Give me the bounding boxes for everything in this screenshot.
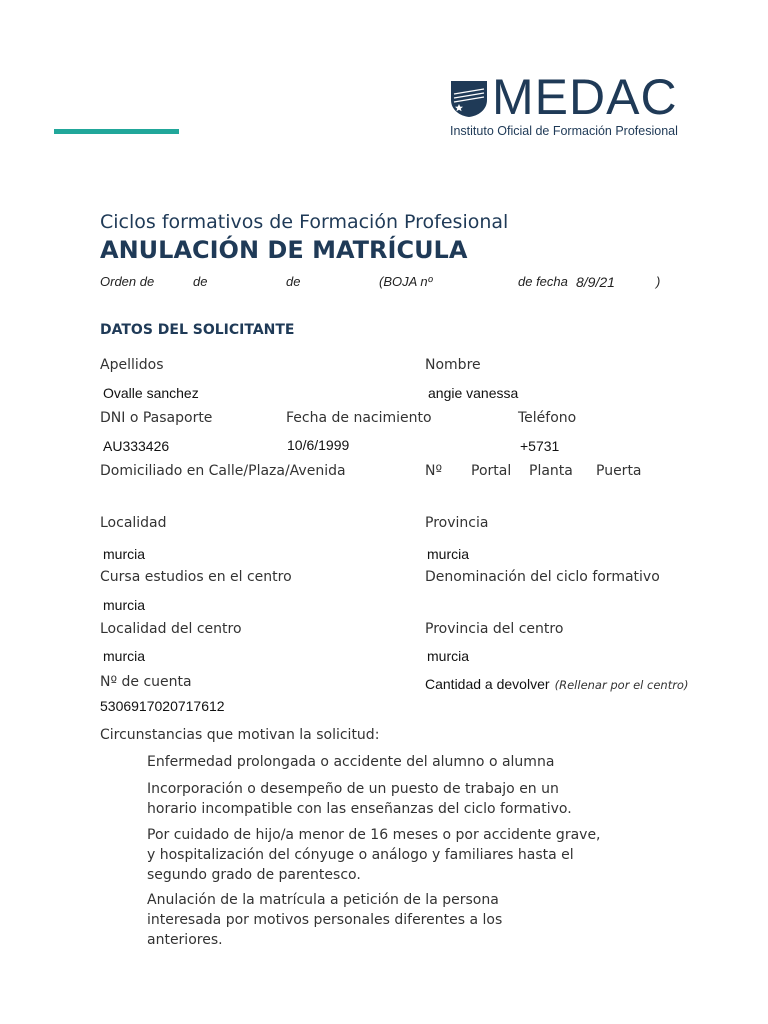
fecha-nacimiento-label: Fecha de nacimiento xyxy=(286,410,432,426)
ciclo-label: Denominación del ciclo formativo xyxy=(425,569,660,585)
domicilio-label: Domiciliado en Calle/Plaza/Avenida xyxy=(100,463,346,479)
cuenta-field[interactable]: 5306917020717612 xyxy=(100,698,225,714)
cantidad-note: (Rellenar por el centro) xyxy=(554,678,689,692)
circunstancia-option-2[interactable]: Incorporación o desempeño de un puesto de trabajo en un horario incompatible con las enseñanzas del ciclo formativo. xyxy=(147,781,572,817)
page-title: ANULACIÓN DE MATRÍCULA xyxy=(100,236,468,264)
orden-close: ) xyxy=(656,274,661,289)
nombre-field[interactable]: angie vanessa xyxy=(428,385,519,401)
localidad-label: Localidad xyxy=(100,515,167,531)
localidad-centro-label: Localidad del centro xyxy=(100,621,242,637)
brand-name: MEDAC xyxy=(492,69,678,125)
page-subtitle: Ciclos formativos de Formación Profesional xyxy=(100,211,509,233)
apellidos-field[interactable]: Ovalle sanchez xyxy=(103,385,199,401)
orden-de: Orden de xyxy=(100,274,155,289)
medac-shield-icon xyxy=(450,80,488,118)
orden-boja: (BOJA nº xyxy=(379,274,433,289)
provincia-label: Provincia xyxy=(425,515,489,531)
circunstancia-option-3[interactable]: Por cuidado de hijo/a menor de 16 meses o por accidente grave, y hospitalización del cónyuge o análogo y familiares hasta el segundo grado de parentesco. xyxy=(147,827,601,883)
portal-label: Portal xyxy=(471,463,512,479)
telefono-label: Teléfono xyxy=(518,410,577,426)
provincia-centro-field[interactable]: murcia xyxy=(427,648,470,664)
telefono-field[interactable]: +5731 xyxy=(520,438,560,454)
localidad-field[interactable]: murcia xyxy=(103,546,146,562)
circunstancia-option-4[interactable]: Anulación de la matrícula a petición de la persona interesada por motivos personales diferentes a los anteriores. xyxy=(147,892,503,948)
cantidad-label: Cantidad a devolver xyxy=(425,676,550,692)
orden-de-1: de xyxy=(193,274,208,289)
provincia-centro-label: Provincia del centro xyxy=(425,621,564,637)
dni-field[interactable]: AU333426 xyxy=(103,438,170,454)
planta-label: Planta xyxy=(529,463,573,479)
apellidos-label: Apellidos xyxy=(100,357,164,373)
cuenta-label: Nº de cuenta xyxy=(100,674,192,690)
localidad-centro-field[interactable]: murcia xyxy=(103,648,146,664)
orden-de-fecha: de fecha xyxy=(518,274,568,289)
cantidad-label-group xyxy=(425,674,688,693)
accent-bar xyxy=(54,129,179,134)
orden-fecha-value[interactable]: 8/9/21 xyxy=(576,274,615,290)
puerta-label: Puerta xyxy=(596,463,642,479)
brand-tagline: Instituto Oficial de Formación Profesional xyxy=(450,124,678,138)
nombre-label: Nombre xyxy=(425,357,481,373)
dni-label: DNI o Pasaporte xyxy=(100,410,213,426)
orden-de-2: de xyxy=(286,274,301,289)
circunstancia-option-1[interactable]: Enfermedad prolongada o accidente del alumno o alumna xyxy=(147,754,555,770)
numero-label: Nº xyxy=(425,463,443,479)
circunstancias-title: Circunstancias que motivan la solicitud: xyxy=(100,727,380,743)
centro-field[interactable]: murcia xyxy=(103,597,146,613)
centro-label: Cursa estudios en el centro xyxy=(100,569,292,585)
provincia-field[interactable]: murcia xyxy=(427,546,470,562)
fecha-nacimiento-field[interactable]: 10/6/1999 xyxy=(287,437,350,453)
section-title: DATOS DEL SOLICITANTE xyxy=(100,322,295,338)
